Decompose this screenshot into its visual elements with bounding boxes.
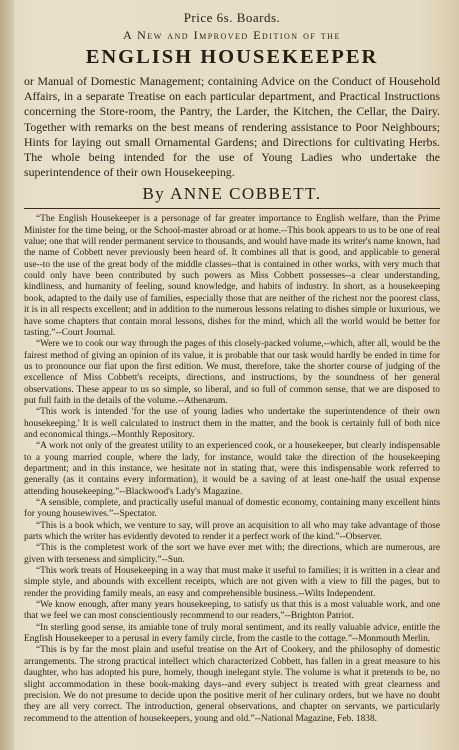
binding-gutter [0,0,14,750]
review-blackwoods-ladys-magazine: “A work not only of the greatest utility to an experienced cook, or a housekeeper, but clearly indispensable to a young married couple, where the lady, for instance, would take the direction of the housekeeping department; and in this instance, we hesitate not in stating that, were this indispensable work referred to generally (as it contains every information), it would be a saving of at least one-half the usual expense attending housekeeping.”--Blackwood's Lady's Magazine. [24,441,440,497]
review-sun: “This is the completest work of the sort we have ever met with; the directions, which are numerous, are given with terseness and simplicity.”--Sun. [24,543,440,565]
review-national-magazine: “This is by far the most plain and useful treatise on the Art of Cookery, and the philosophy of domestic arrangements. The strong practical intellect which characterized Cobbett, has fallen in a great measure to his daughter, who has adopted his pure, homely, though inelegant style. The volume is what it pretends to be, no slight accommodation in these book-making days--and every subject is treated with great clearness and precision. We do not presume to decide upon the positive merit of her culinary orders, but we have no doubt they are all very correct. The introduction, general observations, and chapter on servants, we particularly recommend to the attention of housekeepers, young and old.”--National Magazine, Feb. 1838. [24,645,440,724]
review-observer: “This is a book which, we venture to say, will prove an acquisition to all who may take advantage of those parts which the writer has evidently devoted to render it a perfect work of the kind.”--Observer. [24,520,440,543]
divider-rule [24,208,440,209]
book-title: ENGLISH HOUSEKEEPER [85,46,379,68]
review-athenaeum: “Were we to cook our way through the pages of this closely-packed volume,--which, after all, would be the fairest method of giving an opinion of its value, it is probable that our task would hardly be ended in time for us to pronounce our fiat upon the first edition. We must, therefore, take the shorter course of judging of the excellence of Miss Cobbett's receipts, directions, and instructions, by the soundness of her general observations. These appear to us so simple, so liberal, and so full of common sense, that we are disposed to put full faith in the details of the volume.--Athenæum. [24,339,440,406]
book-description: or Manual of Domestic Management; containing Advice on the Conduct of Household Affairs, in a separate Treatise on each particular department, and Practical Instructions concerning the Store-room, the Pantry, the Larder, the Kitchen, the Cellar, the Dairy. Together with remarks on the best means of rendering assistance to Poor Neighbours; Hints for laying out small Ornamental Gardens; and Directions for cultivating Herbs. The whole being intended for the use of Young Ladies who undertake the superintendence of their own Housekeeping. [24,74,440,180]
review-monthly-repository: “This work is intended 'for the use of young ladies who undertake the superintendence of their own housekeeping.' It is well calculated to instruct them in the matter, and the book is certainly full of both nice and economical things.--Monthly Repository. [24,407,440,440]
review-brighton-patriot: “We know enough, after many years housekeeping, to satisfy us that this is a most valuable work, and one that we feel we can most conscientiously recommend to our readers,”--Brighton Patriot. [24,600,440,622]
review-court-journal: “The English Housekeeper is a personage of far greater importance to English welfare, than the Prime Minister for the time being, or the School-master abroad or at home.--This book appears to us to be one of real value; one that will render permanent service to thousands, and would have made its writer's name known, had the name of Cobbett never previously been heard of. It combines all that is good, and applicable to general use--to the use of the great body of the middle classes--that is contained in other works, with very much that could only have been contributed by such powers as Miss Cobbett possesses--a clear understanding, kindliness, and humanity of feeling, sound knowledge, and habits of industry. In short, as a housekeeping book, adapted to the daily use of families, especially those that are neither of the richest nor the poorest class, it is in all respects excellent; and in addition to the numerous lessons relating to dishes simple or luxurious, we have some chapters that contain moral lessons, dishes for the mind, which all the world would be better for tasting.”--Court Journal. [24,214,440,338]
review-monmouth-merlin: “In sterling good sense, its amiable tone of truly moral sentiment, and its really valuable advice, entitle the English Housekeeper to a perusal in every family circle, from the castle to the cottage.”--Monmouth Merlin. [24,622,440,645]
author-line: By ANNE COBBETT. [142,184,322,204]
review-list [24,214,440,724]
review-wilts-independent: “This work treats of Housekeeping in a way that must make it useful to families; it is written in a clear and simple style, and abounds with excellent receipts, which are not given with a view to fill the pages, but to render the providing family meals, an easy and comprehensible business.--Wilts Independent. [24,566,440,599]
advertisement-content [24,10,440,725]
review-spectator: “A sensible, complete, and practically useful manual of domestic economy, containing many excellent hints for young housewives.”--Spectator. [24,498,440,520]
edition-line: A New and Improved Edition of the [123,28,341,42]
price-line: Price 6s. Boards. [183,10,281,25]
